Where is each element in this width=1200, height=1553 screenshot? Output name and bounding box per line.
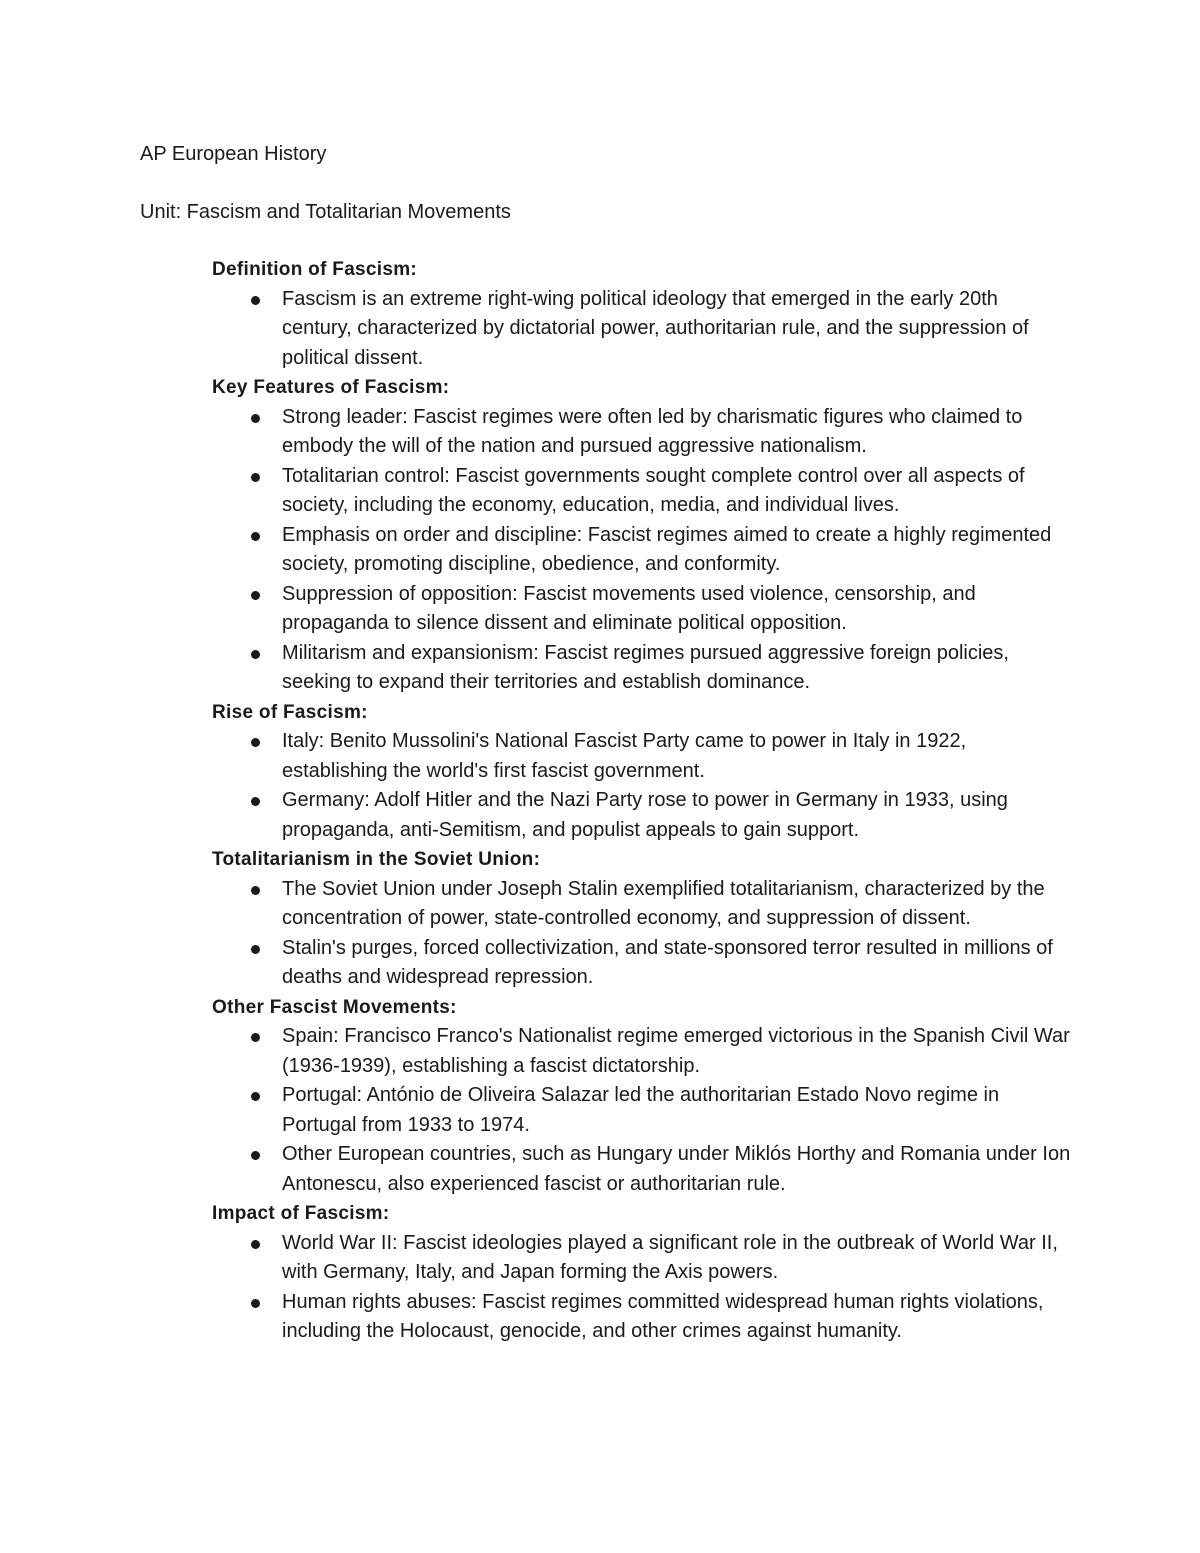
list-item — [212, 1140, 1072, 1199]
list-item — [212, 580, 1072, 639]
bullet-text: Italy: Benito Mussolini's National Fascist Party came to power in Italy in 1922, establishing the world's first fascist government. — [282, 730, 967, 782]
bullet-text: Totalitarian control: Fascist governments sought complete control over all aspects of society, including the economy, education, media, and individual lives. — [282, 464, 1025, 516]
bullet-list — [212, 285, 1072, 374]
list-item — [212, 875, 1072, 934]
bullet-icon — [251, 738, 260, 747]
notes-content — [212, 255, 1072, 1347]
bullet-text: Other European countries, such as Hungary under Miklós Horthy and Romania under Ion Antonescu, also experienced fascist or authoritarian rule. — [282, 1143, 1071, 1195]
bullet-icon — [251, 797, 260, 806]
section-impact — [212, 1199, 1072, 1347]
list-item — [212, 285, 1072, 374]
list-item — [212, 639, 1072, 698]
bullet-icon — [251, 1092, 260, 1101]
section-soviet-union — [212, 845, 1072, 993]
bullet-icon — [251, 650, 260, 659]
bullet-list — [212, 1229, 1072, 1347]
bullet-text: Fascism is an extreme right-wing political ideology that emerged in the early 20th century, characterized by dictatorial power, authoritarian rule, and the suppression of political dissent. — [282, 287, 1029, 369]
bullet-list — [212, 403, 1072, 698]
bullet-text: Suppression of opposition: Fascist movements used violence, censorship, and propaganda to silence dissent and eliminate political opposition. — [282, 582, 976, 634]
section-heading: Impact of Fascism: — [212, 1203, 390, 1224]
bullet-icon — [251, 1299, 260, 1308]
list-item — [212, 1229, 1072, 1288]
bullet-icon — [251, 473, 260, 482]
bullet-text: Strong leader: Fascist regimes were often led by charismatic figures who claimed to embody the will of the nation and pursued aggressive nationalism. — [282, 405, 1023, 457]
bullet-icon — [251, 945, 260, 954]
document-title: AP European History — [140, 143, 327, 165]
bullet-text: World War II: Fascist ideologies played a significant role in the outbreak of World War II, with Germany, Italy, and Japan forming the Axis powers. — [282, 1231, 1058, 1283]
bullet-text: The Soviet Union under Joseph Stalin exemplified totalitarianism, characterized by the concentration of power, state-controlled economy, and suppression of dissent. — [282, 877, 1045, 929]
bullet-text: Germany: Adolf Hitler and the Nazi Party rose to power in Germany in 1933, using propaganda, anti-Semitism, and populist appeals to gain support. — [282, 789, 1008, 841]
bullet-text: Stalin's purges, forced collectivization, and state-sponsored terror resulted in millions of deaths and widespread repression. — [282, 936, 1053, 988]
bullet-list — [212, 1022, 1072, 1199]
unit-title: Unit: Fascism and Totalitarian Movements — [140, 201, 511, 223]
list-item — [212, 934, 1072, 993]
section-other-movements — [212, 993, 1072, 1200]
section-heading: Totalitarianism in the Soviet Union: — [212, 849, 541, 870]
bullet-icon — [251, 1033, 260, 1042]
bullet-text: Spain: Francisco Franco's Nationalist regime emerged victorious in the Spanish Civil War (1936-1939), establishing a fascist dictatorship. — [282, 1025, 1070, 1077]
bullet-text: Human rights abuses: Fascist regimes committed widespread human rights violations, including the Holocaust, genocide, and other crimes against humanity. — [282, 1290, 1044, 1342]
bullet-list — [212, 875, 1072, 993]
bullet-text: Emphasis on order and discipline: Fascist regimes aimed to create a highly regimented society, promoting discipline, obedience, and conformity. — [282, 523, 1052, 575]
list-item — [212, 727, 1072, 786]
section-heading: Other Fascist Movements: — [212, 996, 457, 1018]
section-rise — [212, 698, 1072, 846]
bullet-text: Militarism and expansionism: Fascist regimes pursued aggressive foreign policies, seeking to expand their territories and establish dominance. — [282, 641, 1009, 693]
section-heading: Key Features of Fascism: — [212, 377, 450, 398]
list-item — [212, 403, 1072, 462]
bullet-icon — [251, 591, 260, 600]
list-item — [212, 1288, 1072, 1347]
section-heading: Rise of Fascism: — [212, 701, 368, 723]
bullet-icon — [251, 414, 260, 423]
list-item — [212, 462, 1072, 521]
bullet-text: Portugal: António de Oliveira Salazar led the authoritarian Estado Novo regime in Portugal from 1933 to 1974. — [282, 1084, 1000, 1136]
bullet-icon — [251, 886, 260, 895]
list-item — [212, 1081, 1072, 1140]
section-key-features — [212, 373, 1072, 698]
list-item — [212, 521, 1072, 580]
bullet-icon — [251, 532, 260, 541]
bullet-icon — [251, 1240, 260, 1249]
list-item — [212, 786, 1072, 845]
section-definition — [212, 255, 1072, 373]
bullet-icon — [251, 1151, 260, 1160]
section-heading: Definition of Fascism: — [212, 259, 418, 280]
list-item — [212, 1022, 1072, 1081]
bullet-icon — [251, 296, 260, 305]
bullet-list — [212, 727, 1072, 845]
